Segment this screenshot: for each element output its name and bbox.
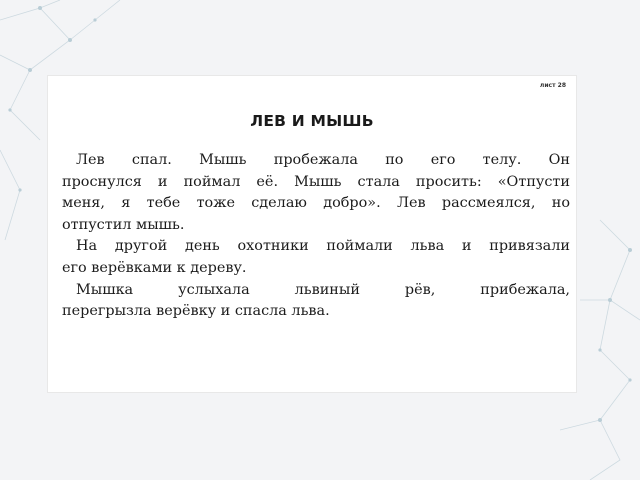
network-node — [608, 298, 612, 302]
text-line: его верёвками к дереву. — [62, 259, 247, 276]
network-node — [598, 348, 601, 351]
text-line: Мышка услыхала львиный рёв, прибежала, — [76, 281, 570, 298]
network-line — [560, 420, 600, 430]
worksheet-page — [48, 76, 576, 392]
network-node — [628, 378, 631, 381]
network-node — [18, 188, 21, 191]
text-line: На другой день охотники поймали льва и привязали — [76, 238, 570, 255]
network-line — [580, 300, 630, 420]
story-text — [62, 150, 570, 323]
network-node — [38, 6, 42, 10]
paragraph — [62, 280, 570, 323]
network-node — [8, 108, 11, 111]
paragraph — [62, 150, 570, 236]
network-line — [0, 8, 70, 70]
sheet-number: лист 28 — [539, 82, 566, 89]
text-line: меня, я тебе тоже сделаю добро». Лев рассмеялся, но — [62, 195, 570, 212]
paragraph — [62, 236, 570, 279]
story-title: ЛЕВ И МЫШЬ — [250, 112, 374, 130]
network-node — [598, 418, 602, 422]
text-line: проснулся и поймал её. Мышь стала просить: «Отпусти — [62, 173, 570, 190]
network-node — [68, 38, 72, 42]
text-line: Лев спал. Мышь пробежала по его телу. Он — [76, 152, 570, 168]
network-node — [28, 68, 32, 72]
network-line — [590, 420, 620, 480]
network-line — [10, 70, 40, 140]
network-line — [40, 0, 120, 40]
network-line — [600, 220, 640, 320]
network-node — [628, 248, 632, 252]
text-line: отпустил мышь. — [62, 216, 185, 233]
network-line — [0, 150, 20, 240]
text-line: перегрызла верёвку и спасла льва. — [62, 303, 330, 320]
network-node — [93, 18, 96, 21]
